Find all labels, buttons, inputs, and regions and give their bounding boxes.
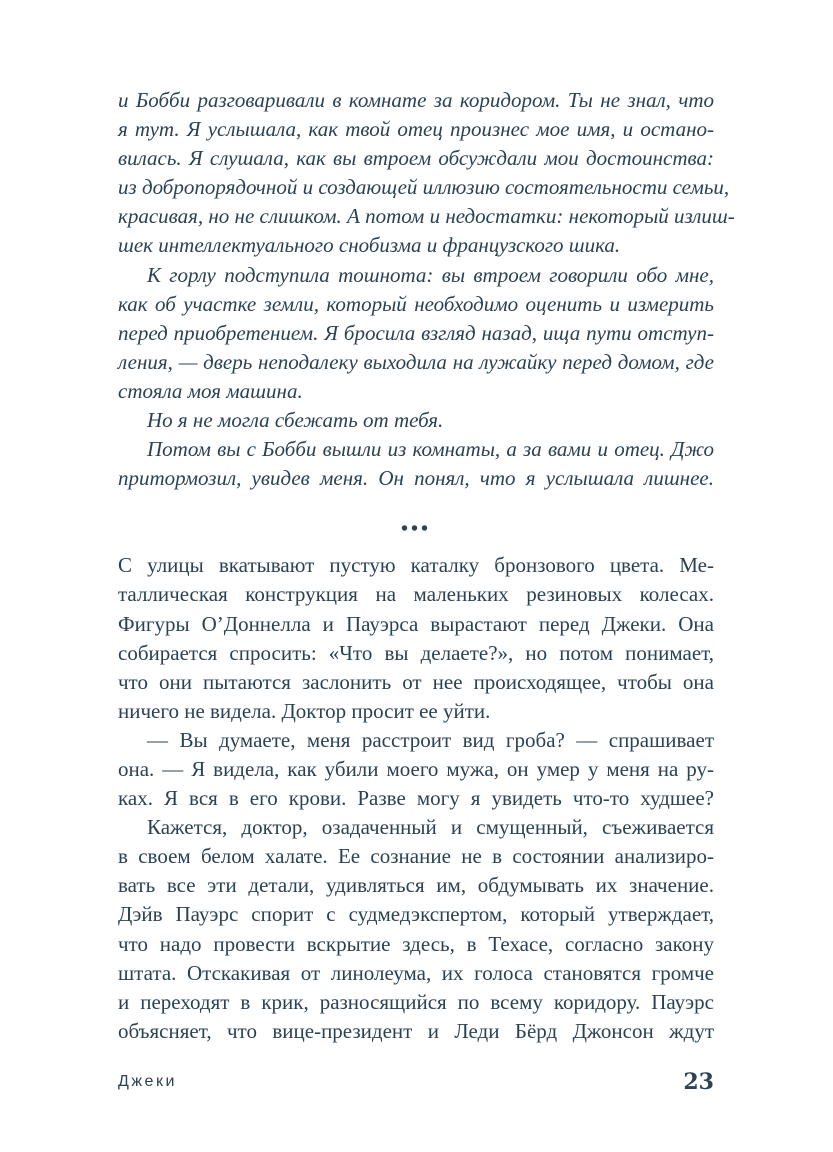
text-line: Потом вы с Бобби вышли из комнаты, а за вами и отец. Джо xyxy=(147,437,714,462)
text-line: Фигуры О’Доннелла и Пауэрса вырастают перед Джеки. Она xyxy=(118,611,714,636)
text-line: из добропорядочной и создающей иллюзию состоятельности семьи, xyxy=(118,175,730,200)
paragraph xyxy=(118,261,714,406)
text-line: Дэйв Пауэрс спорит с судмедэкспертом, который утверждает, xyxy=(118,902,714,927)
text-line: как об участке земли, который необходимо оценить и измерить xyxy=(118,291,714,316)
text-line: ления, — дверь неподалеку выходила на лужайку перед домом, где xyxy=(118,349,714,374)
section-separator: ••• xyxy=(400,518,431,541)
text-line: и Бобби разговаривали в комнате за коридором. Ты не знал, что xyxy=(118,88,714,112)
text-line: Но я не могла сбежать от тебя. xyxy=(147,408,444,433)
paragraph xyxy=(118,726,714,813)
text-line: перед приобретением. Я бросила взгляд назад, ища пути отступ- xyxy=(118,320,714,345)
text-line: я тут. Я услышала, как твой отец произнес мое имя, и остано- xyxy=(118,117,714,142)
text-line: шек интеллектуального снобизма и французского шика. xyxy=(118,233,621,258)
text-line: объясняет, что вице-президент и Леди Бёрд Джонсон ждут xyxy=(118,1018,714,1043)
paragraph xyxy=(118,813,714,1046)
text-line: вилась. Я слушала, как вы втроем обсуждали мои достоинства: xyxy=(118,146,714,171)
text-line: К горлу подступила тошнота: вы втроем говорили обо мне, xyxy=(147,262,714,287)
text-line: таллическая конструкция на маленьких резиновых колесах. xyxy=(118,582,714,607)
text-line: что они пытаются заслонить от нее происходящее, чтобы она xyxy=(118,669,714,694)
running-title: Джеки xyxy=(118,1073,177,1090)
text-line: ничего не видела. Доктор просит ее уйти. xyxy=(118,698,491,723)
paragraph xyxy=(118,551,714,726)
text-line: притормозил, увидев меня. Он понял, что я услышала лишнее. xyxy=(118,466,714,491)
page-number: 23 xyxy=(683,1069,714,1095)
page-body xyxy=(118,86,735,1046)
text-line: ках. Я вся в его крови. Разве могу я увидеть что-то худшее? xyxy=(118,786,714,811)
text-line: что надо провести вскрытие здесь, в Техасе, согласно закону xyxy=(118,931,714,956)
paragraph xyxy=(118,86,735,261)
text-line: штата. Отскакивая от линолеума, их голоса становятся громче xyxy=(118,960,714,985)
text-line: красивая, но не слишком. А потом и недостатки: некоторый излиш- xyxy=(118,204,735,229)
text-line: и переходят в крик, разносящийся по всему коридору. Пауэрс xyxy=(118,989,714,1014)
text-line: собирается спросить: «Что вы делаете?», но потом понимает, xyxy=(118,640,714,665)
text-line: — Вы думаете, меня расстроит вид гроба? — спрашивает xyxy=(147,727,714,752)
text-line: она. — Я видела, как убили моего мужа, он умер у меня на ру- xyxy=(118,756,714,781)
text-line: в своем белом халате. Ее сознание не в состоянии анализиро- xyxy=(118,844,714,869)
text-line: вать все эти детали, удивляться им, обдумывать их значение. xyxy=(118,873,714,898)
text-line: Кажется, доктор, озадаченный и смущенный, съеживается xyxy=(147,815,714,840)
text-line: стояла моя машина. xyxy=(118,378,303,403)
paragraph xyxy=(118,406,714,435)
paragraph xyxy=(118,435,714,493)
main-text-section xyxy=(118,551,714,1046)
page-footer xyxy=(118,1068,714,1096)
italic-letter-section xyxy=(118,86,735,493)
text-line: С улицы вкатывают пустую каталку бронзового цвета. Ме- xyxy=(118,553,714,578)
